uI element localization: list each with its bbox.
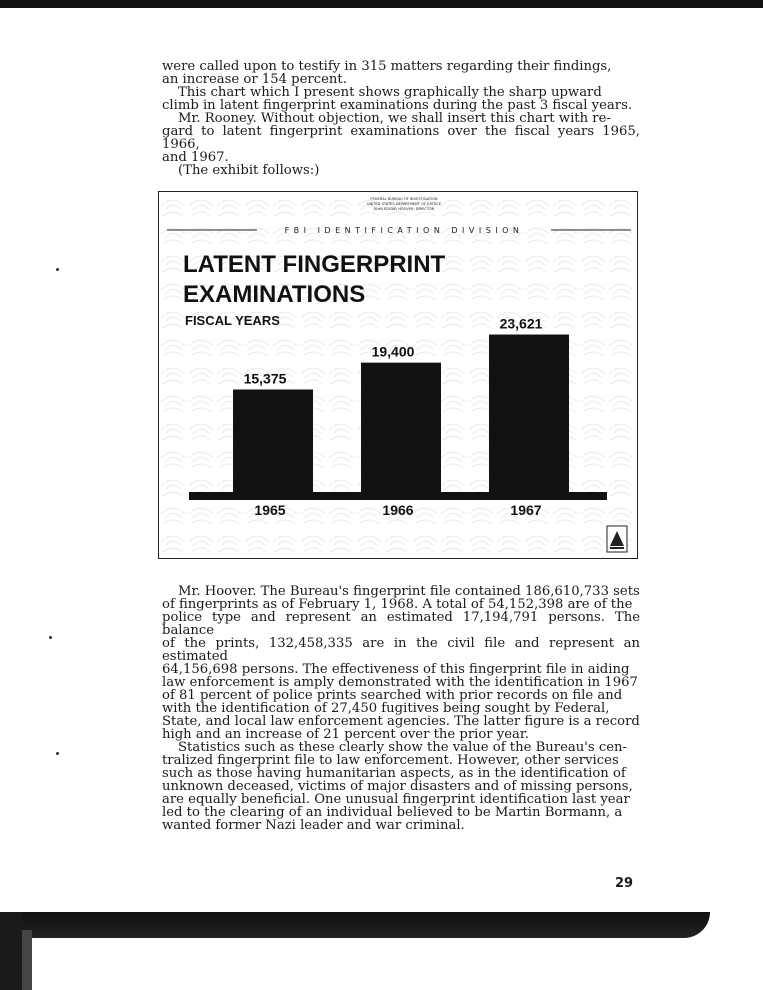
fbi-seal-icon [607,526,627,552]
text-line: of 81 percent of police prints searched with prior records on file and [162,688,623,703]
bottom-text-block [162,585,640,832]
text-line: an increase or 154 percent. [162,72,347,87]
category-label: 1965 [254,502,286,518]
scan-speck [56,268,59,271]
category-label: 1966 [382,502,414,518]
text-line: police type and represent an estimated 17,194,791 persons. The balance [162,610,640,638]
value-label: 23,621 [499,315,543,332]
left-scan-edge [22,930,32,990]
bar-chart [159,192,637,558]
text-line: State, and local law enforcement agencies. The latter figure is a record [162,714,640,729]
left-scan-edge [0,912,22,990]
bar-1966 [361,363,441,492]
chart-subtitle: FISCAL YEARS [185,313,280,328]
top-text-block [162,60,640,177]
bar-1967 [489,335,569,492]
text-line: unknown deceased, victims of major disasters and of missing persons, [162,779,633,794]
text-line: wanted former Nazi leader and war criminal. [162,818,465,833]
text-line: gard to latent fingerprint examinations over the fiscal years 1965, 1966, [162,124,640,152]
agency-line: FEDERAL BUREAU OF INVESTIGATION [370,197,438,201]
chart-header: FBI IDENTIFICATION DIVISION [284,226,524,235]
bar-1965 [233,390,313,493]
text-line: high and an increase of 21 percent over the prior year. [162,727,529,742]
text-line: and 1967. [162,150,229,165]
text-line: are equally beneficial. One unusual fingerprint identification last year [162,792,630,807]
text-line: Mr. Hoover. The Bureau's fingerprint file contained 186,610,733 sets [178,584,640,599]
text-line: Statistics such as these clearly show the value of the Bureau's cen- [178,740,627,755]
text-line: with the identification of 27,450 fugitives being sought by Federal, [162,701,610,716]
scan-speck [56,752,59,755]
text-line: climb in latent fingerprint examinations during the past 3 fiscal years. [162,98,633,113]
text-line: This chart which I present shows graphically the sharp upward [178,85,602,100]
value-label: 19,400 [371,343,415,360]
chart-title: EXAMINATIONS [183,281,366,308]
text-line: Mr. Rooney. Without objection, we shall insert this chart with re- [178,111,611,126]
category-label: 1967 [510,502,542,518]
chart-title: LATENT FINGERPRINT [183,251,446,278]
text-line: law enforcement is amply demonstrated with the identification in 1967 [162,675,638,690]
bottom-scan-border [0,912,710,938]
top-scan-border [0,0,763,8]
text-line: (The exhibit follows:) [178,163,320,178]
scan-speck [49,636,52,639]
text-line: of the prints, 132,458,335 are in the civil file and represent an estimated [162,636,640,664]
agency-line: UNITED STATES DEPARTMENT OF JUSTICE [366,202,442,206]
text-line: tralized fingerprint file to law enforcement. However, other services [162,753,619,768]
text-line: were called upon to testify in 315 matters regarding their findings, [162,59,612,74]
baseline-bar [189,492,607,500]
agency-line: JOHN EDGAR HOOVER, DIRECTOR [373,207,435,211]
text-line: led to the clearing of an individual believed to be Martin Bormann, a [162,805,623,820]
text-line: 64,156,698 persons. The effectiveness of this fingerprint file in aiding [162,662,630,677]
text-line: of fingerprints as of February 1, 1968. A total of 54,152,398 are of the [162,597,633,612]
page-number: 29 [615,876,634,891]
value-label: 15,375 [243,370,287,387]
fingerprint-chart-exhibit [158,191,638,559]
text-line: such as those having humanitarian aspects, as in the identification of [162,766,626,781]
